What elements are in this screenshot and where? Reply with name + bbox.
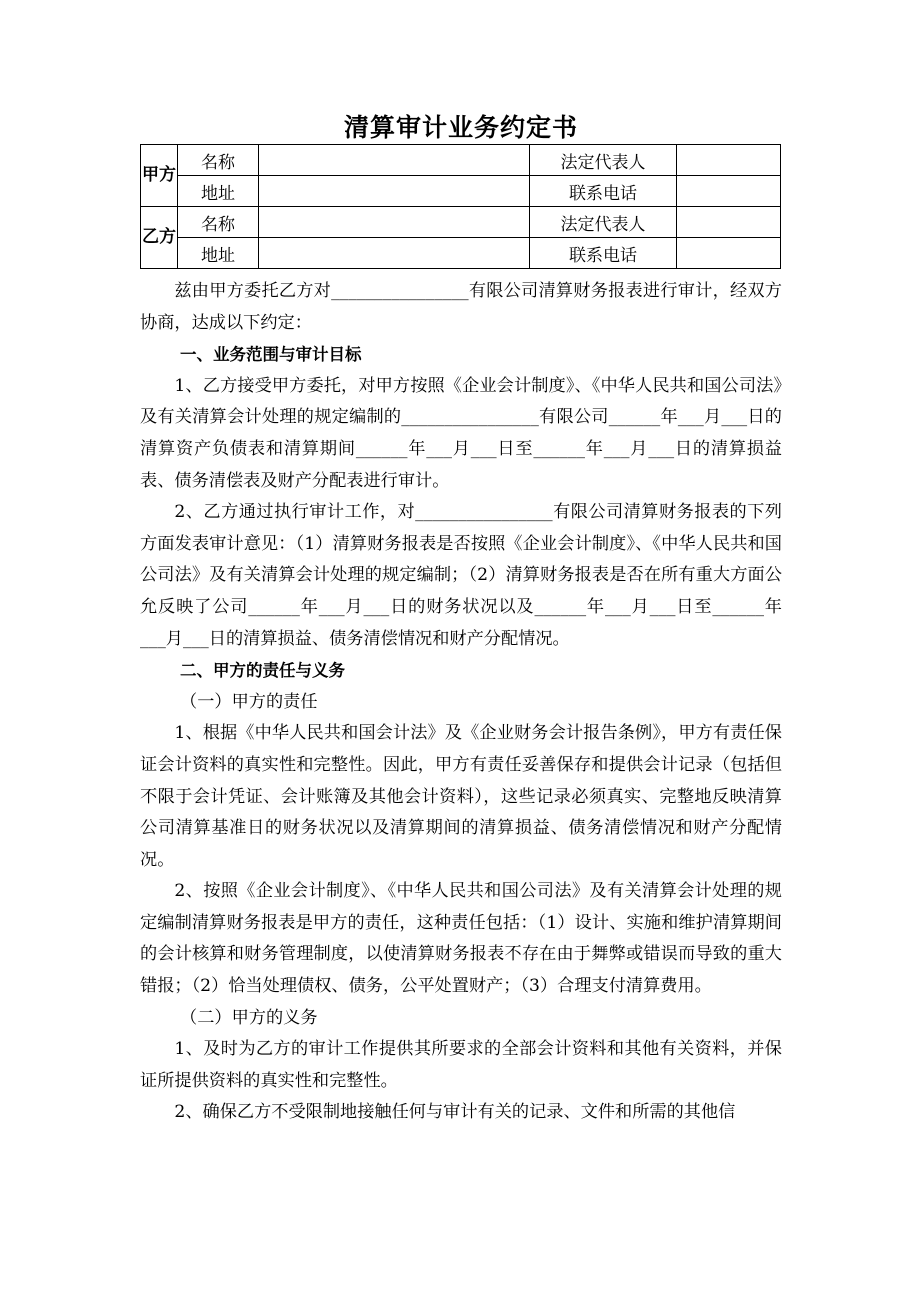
document-body <box>140 276 782 1129</box>
table-row <box>141 207 781 238</box>
section-1-paragraph-1: 1、乙方接受甲方委托，对甲方按照《企业会计制度》、《中华人民共和国公司法》及有关清算会计处理的规定编制的________________有限公司______年___月___日的清算资产负债表和清算期间______年___月___日至______年___月___日的清算损益表、债务清偿表及财产分配表进行审计。 <box>140 375 782 491</box>
party-b-address-label: 地址 <box>178 238 259 269</box>
party-a-phone-field[interactable] <box>677 176 781 207</box>
document-page <box>140 112 782 1129</box>
party-a-name-label: 名称 <box>178 145 259 176</box>
party-b-label: 乙方 <box>141 207 178 269</box>
party-b-phone-field[interactable] <box>677 238 781 269</box>
document-title: 清算审计业务约定书 <box>343 113 578 142</box>
section-2-heading: 二、甲方的责任与义务 <box>180 661 345 681</box>
section-2-paragraph-1: 1、根据《中华人民共和国会计法》及《企业财务会计报告条例》，甲方有责任保证会计资料的真实性和完整性。因此，甲方有责任妥善保存和提供会计记录（包括但不限于会计凭证、会计账簿及其他会计资料），这些记录必须真实、完整地反映清算公司清算基准日的财务状况以及清算期间的清算损益、债务清偿情况和财产分配情况。 <box>140 723 782 870</box>
section-2-paragraph-2: 2、按照《企业会计制度》、《中华人民共和国公司法》及有关清算会计处理的规定编制清算财务报表是甲方的责任，这种责任包括：（1）设计、实施和维护清算期间的会计核算和财务管理制度，以使清算财务报表不存在由于舞弊或错误而导致的重大错报；（2）恰当处理债权、债务，公平处置财产；（3）合理支付清算费用。 <box>140 881 782 997</box>
party-b-rep-label: 法定代表人 <box>530 207 677 238</box>
section-1-heading: 一、业务范围与审计目标 <box>180 345 362 365</box>
party-b-phone-label: 联系电话 <box>530 238 677 269</box>
party-a-rep-field[interactable] <box>677 145 781 176</box>
table-row <box>141 145 781 176</box>
section-2-paragraph-3: 1、及时为乙方的审计工作提供其所要求的全部会计资料和其他有关资料，并保证所提供资料的真实性和完整性。 <box>140 1039 782 1091</box>
section-1-paragraph-2: 2、乙方通过执行审计工作，对________________有限公司清算财务报表的下列方面发表审计意见：（1）清算财务报表是否按照《企业会计制度》、《中华人民共和国公司法》及有关清算会计处理的规定编制；（2）清算财务报表是否在所有重大方面公允反映了公司______年___月___日的财务状况以及______年___月___日至______年___月___日的清算损益、债务清偿情况和财产分配情况。 <box>140 502 782 649</box>
party-b-address-field[interactable] <box>259 238 530 269</box>
table-row <box>141 238 781 269</box>
table-row <box>141 176 781 207</box>
parties-table <box>140 144 781 269</box>
party-a-name-field[interactable] <box>259 145 530 176</box>
party-b-name-label: 名称 <box>178 207 259 238</box>
intro-paragraph: 兹由甲方委托乙方对________________有限公司清算财务报表进行审计，经双方协商，达成以下约定： <box>140 281 782 333</box>
party-a-address-field[interactable] <box>259 176 530 207</box>
party-a-phone-label: 联系电话 <box>530 176 677 207</box>
party-a-address-label: 地址 <box>178 176 259 207</box>
party-a-label: 甲方 <box>141 145 178 207</box>
section-2-subheading-1: （一）甲方的责任 <box>180 691 318 712</box>
section-2-paragraph-4: 2、确保乙方不受限制地接触任何与审计有关的记录、文件和所需的其他信 <box>174 1102 736 1123</box>
section-2-subheading-2: （二）甲方的义务 <box>180 1007 318 1028</box>
party-b-name-field[interactable] <box>259 207 530 238</box>
party-a-rep-label: 法定代表人 <box>530 145 677 176</box>
party-b-rep-field[interactable] <box>677 207 781 238</box>
